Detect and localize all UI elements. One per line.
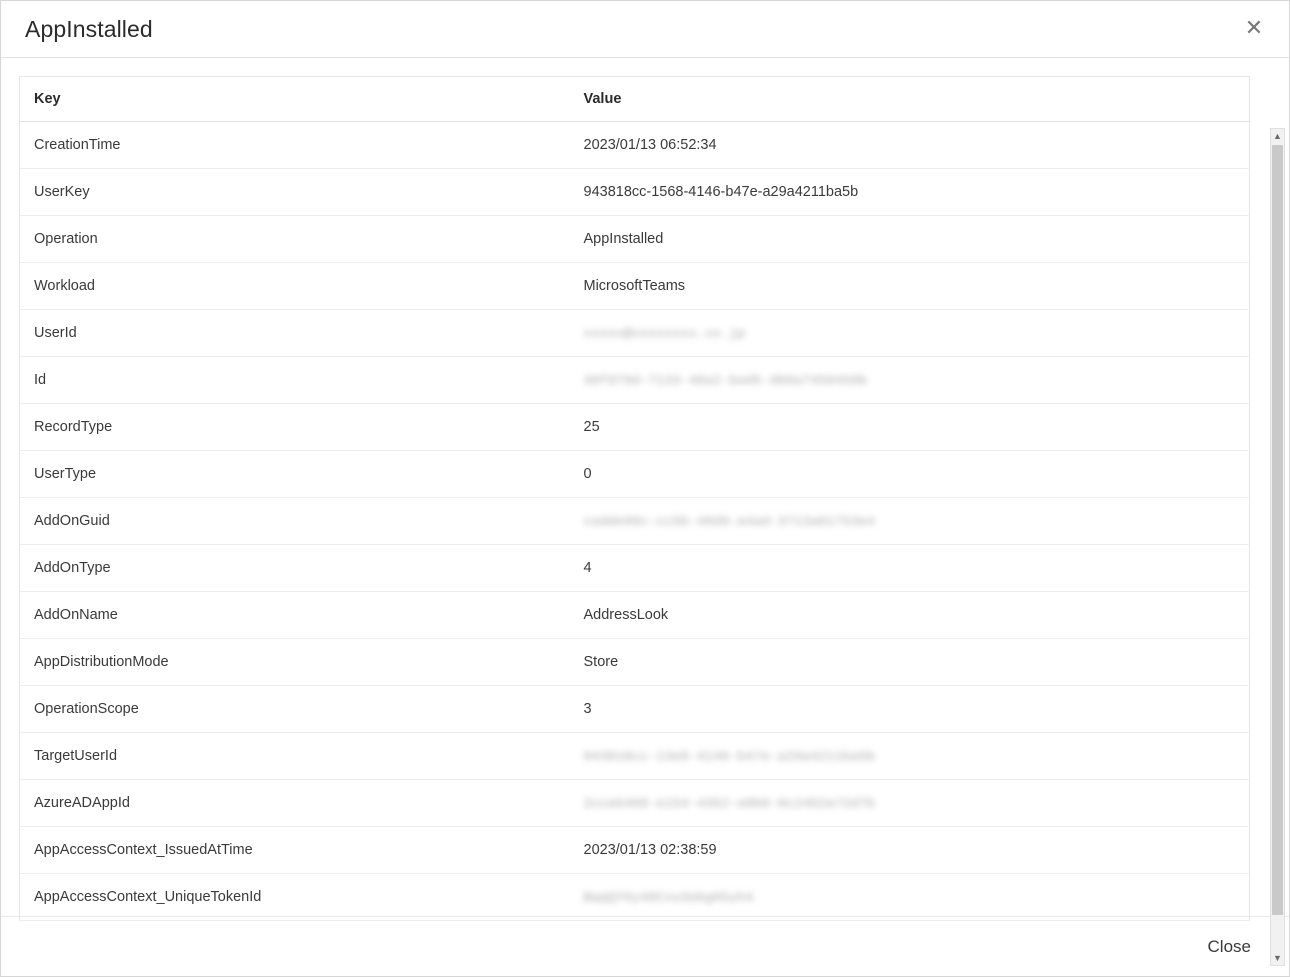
- scroll-up-arrow-icon[interactable]: ▲: [1271, 129, 1284, 143]
- cell-key: AddOnGuid: [20, 498, 570, 545]
- cell-value: [570, 874, 1250, 921]
- table-row: [20, 827, 1250, 874]
- details-scroll-area[interactable]: [19, 76, 1251, 916]
- redacted-value: 40fd79d-7133-40a2-bad5-d60a7450450b: [583, 373, 868, 388]
- table-row: [20, 498, 1250, 545]
- cell-value: 2023/01/13 02:38:59: [570, 827, 1250, 874]
- cell-value: [570, 498, 1250, 545]
- cell-key: Operation: [20, 216, 570, 263]
- table-row: [20, 310, 1250, 357]
- cell-value: [570, 310, 1250, 357]
- cell-value: 25: [570, 404, 1250, 451]
- table-row: [20, 169, 1250, 216]
- table-row: [20, 263, 1250, 310]
- dialog-header: [1, 1, 1289, 58]
- cell-value: AppInstalled: [570, 216, 1250, 263]
- redacted-value: BqqQY6y40Cxu3ebg05yh4: [583, 890, 754, 905]
- close-icon[interactable]: ✕: [1244, 15, 1264, 40]
- cell-value: 4: [570, 545, 1250, 592]
- cell-key: Id: [20, 357, 570, 404]
- scroll-down-arrow-icon[interactable]: ▼: [1271, 951, 1284, 965]
- cell-key: AzureADAppId: [20, 780, 570, 827]
- cell-value: MicrosoftTeams: [570, 263, 1250, 310]
- cell-key: TargetUserId: [20, 733, 570, 780]
- table-body: [20, 122, 1250, 921]
- table-header-row: [20, 77, 1250, 122]
- table-row: [20, 404, 1250, 451]
- cell-value: 0: [570, 451, 1250, 498]
- cell-value: [570, 357, 1250, 404]
- cell-value: [570, 780, 1250, 827]
- cell-key: AppAccessContext_UniqueTokenId: [20, 874, 570, 921]
- table-row: [20, 216, 1250, 263]
- cell-key: RecordType: [20, 404, 570, 451]
- table-row: [20, 780, 1250, 827]
- table-row: [20, 733, 1250, 780]
- cell-key: CreationTime: [20, 122, 570, 169]
- close-button[interactable]: Close: [1204, 931, 1255, 963]
- cell-value: AddressLook: [570, 592, 1250, 639]
- table-row: [20, 122, 1250, 169]
- cell-value: Store: [570, 639, 1250, 686]
- redacted-value: 943818cc-13e8-4146-b47e-a29a4211ba5b: [583, 749, 876, 764]
- cell-key: Workload: [20, 263, 570, 310]
- cell-key: AddOnType: [20, 545, 570, 592]
- cell-key: OperationScope: [20, 686, 570, 733]
- cell-key: AppAccessContext_IssuedAtTime: [20, 827, 570, 874]
- table-row: [20, 451, 1250, 498]
- vertical-scrollbar[interactable]: [1270, 128, 1285, 966]
- table-row: [20, 639, 1250, 686]
- column-header-value: Value: [570, 77, 1250, 122]
- redacted-value: cadde90c-cc5b-40d9-a4ad-3713a01753e4: [583, 514, 876, 529]
- table-row: [20, 686, 1250, 733]
- page-title: AppInstalled: [25, 15, 153, 42]
- cell-key: AddOnName: [20, 592, 570, 639]
- key-value-table: [19, 76, 1250, 921]
- cell-value: 3: [570, 686, 1250, 733]
- cell-key: UserType: [20, 451, 570, 498]
- cell-key: UserKey: [20, 169, 570, 216]
- table-row: [20, 592, 1250, 639]
- column-header-key: Key: [20, 77, 570, 122]
- table-row: [20, 357, 1250, 404]
- cell-value: 2023/01/13 06:52:34: [570, 122, 1250, 169]
- redacted-value: 2cca5468-e154-4352-a9b0-0c2452a72d7b: [583, 796, 876, 811]
- cell-key: UserId: [20, 310, 570, 357]
- dialog-footer: [1, 916, 1289, 976]
- scrollbar-thumb[interactable]: [1272, 145, 1283, 915]
- cell-value: 943818cc-1568-4146-b47e-a29a4211ba5b: [570, 169, 1250, 216]
- cell-key: AppDistributionMode: [20, 639, 570, 686]
- redacted-value: xxxxx@xxxxxxxx.xx.jp: [583, 326, 746, 341]
- cell-value: [570, 733, 1250, 780]
- table-row: [20, 545, 1250, 592]
- table-row: [20, 874, 1250, 921]
